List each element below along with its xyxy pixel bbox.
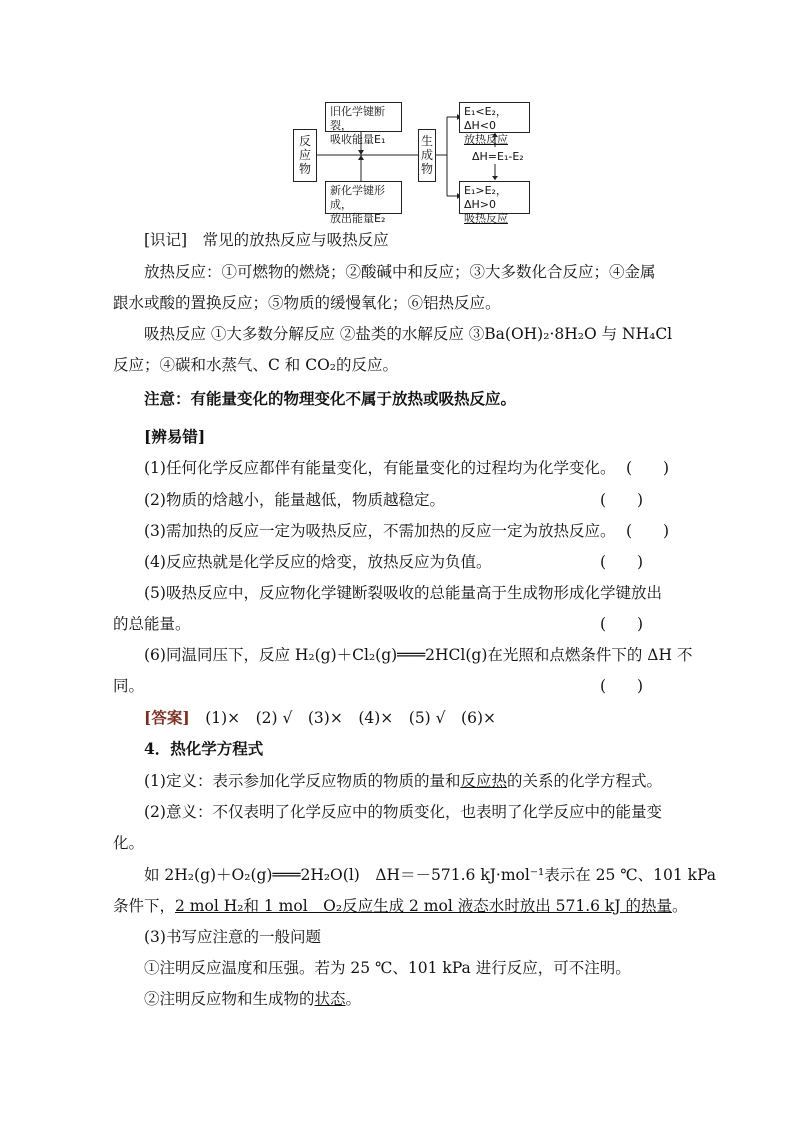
endothermic-list-line1: 吸热反应 ①大多数分解反应 ②盐类的水解反应 ③Ba(OH)₂·8H₂O 与 NH₄Cl (144, 325, 673, 343)
thermo-notes-title: (3)书写应注意的一般问题 (144, 928, 321, 946)
example-prefix: 条件下， (113, 897, 176, 915)
bond-form-box (325, 181, 402, 225)
judge-q4-paren: ( ) (600, 553, 644, 571)
judge-tag: [辨易错] (144, 427, 206, 446)
exothermic-list-line1: 放热反应：①可燃物的燃烧；②酸碱中和反应；③大多数化合反应；④金属 (144, 263, 656, 281)
exothermic-list-line2: 跟水或酸的置换反应；⑤物质的缓慢氧化；⑥铝热反应。 (113, 294, 501, 312)
endothermic-label: 吸热反应 (464, 212, 508, 225)
judge-q2-text: (2)物质的焓越小，能量越低，物质越稳定。 (144, 491, 445, 509)
memo-tag: [识记] (144, 231, 188, 249)
memo-title: 常见的放热反应与吸热反应 (202, 231, 389, 249)
judge-q3 (144, 520, 714, 542)
endothermic-condition: E₁>E₂，ΔH>0 (464, 184, 507, 211)
bond-form-line1: 新化学键形成， (330, 184, 385, 211)
judge-q1 (144, 457, 714, 479)
example-suffix: 。 (671, 897, 688, 915)
def-prefix: (1)定义：表示参加化学反应物质的物质的量和 (144, 772, 461, 790)
def-suffix: 的关系的化学方程式。 (506, 772, 662, 790)
thermo-example-line2 (113, 895, 688, 917)
judge-q4-text: (4)反应热就是化学反应的焓变，放热反应为负值。 (144, 553, 492, 571)
answer-text: (1)× (2) √ (3)× (4)× (5) √ (6)× (205, 709, 496, 727)
product-label: 生成物 (420, 134, 433, 176)
thermo-example-line1: 如 2H₂(g)＋O₂(g)═══2H₂O(l) ΔH＝－571.6 kJ·mol⁻¹表示在 25 ℃、101 kPa (144, 866, 717, 884)
bond-break-line1: 旧化学键断裂， (330, 105, 385, 132)
exothermic-box (459, 102, 530, 146)
judge-q6-line1: (6)同温同压下，反应 H₂(g)＋Cl₂(g)═══2HCl(g)在光照和点燃条件下的 ΔH 不 (144, 646, 693, 664)
endothermic-list-line2: 反应；④碳和水蒸气、C 和 CO₂的反应。 (113, 356, 398, 374)
thermo-meaning-line1: (2)意义：不仅表明了化学反应中的物质变化，也表明了化学反应中的能量变 (144, 803, 662, 821)
endothermic-box (459, 181, 530, 225)
judge-q5-line1: (5)吸热反应中，反应物化学键断裂吸收的总能量高于生成物形成化学键放出 (144, 584, 662, 602)
bond-break-line2: 吸收能量E₁ (330, 133, 386, 146)
thermo-definition (144, 770, 714, 792)
judge-q6-line2 (113, 675, 683, 697)
example-underline: 2 mol H₂和 1 mol O₂反应生成 2 mol 液态水时放出 571.6 kJ 的热量 (175, 897, 672, 915)
note2-suffix: 。 (345, 990, 362, 1008)
memo-note: 注意：有能量变化的物理变化不属于放热或吸热反应。 (144, 389, 517, 408)
judge-q5-text: 的总能量。 (113, 615, 191, 633)
memo-heading (144, 229, 714, 251)
delta-h-formula: ΔH=E₁-E₂ (472, 150, 524, 163)
bond-break-box (325, 102, 402, 146)
reactant-label: 反应物 (298, 134, 311, 176)
judge-q4 (144, 551, 714, 573)
thermo-note-1: ①注明反应温度和压强。若为 25 ℃、101 kPa 进行反应，可不注明。 (144, 959, 631, 977)
judge-q3-text: (3)需加热的反应一定为吸热反应，不需加热的反应一定为放热反应。 (144, 522, 616, 540)
thermo-heading: 4．热化学方程式 (144, 739, 264, 758)
exothermic-condition: E₁<E₂，ΔH<0 (464, 105, 507, 132)
judge-q5-paren: ( ) (600, 615, 644, 633)
judge-q6-paren: ( ) (600, 677, 644, 695)
def-underline: 反应热 (460, 772, 507, 790)
judge-q6-text: 同。 (113, 677, 145, 695)
thermo-meaning-line2: 化。 (113, 834, 145, 852)
bond-form-line2: 放出能量E₂ (330, 212, 386, 225)
note2-underline: 状态 (314, 990, 346, 1008)
thermo-note-2 (144, 988, 714, 1010)
note2-prefix: ②注明反应物和生成物的 (144, 990, 315, 1008)
judge-q1-text: (1)任何化学反应都伴有能量变化，有能量变化的过程均为化学变化。 (144, 459, 616, 477)
judge-q2-paren: ( ) (600, 491, 644, 509)
exothermic-label: 放热反应 (464, 133, 508, 146)
answer-tag: [答案] (144, 708, 190, 727)
judge-q1-paren: ( ) (626, 459, 670, 477)
judge-q5-line2 (113, 613, 683, 635)
judge-q2 (144, 489, 714, 511)
judge-q3-paren: ( ) (626, 522, 670, 540)
answer-line (144, 707, 714, 729)
